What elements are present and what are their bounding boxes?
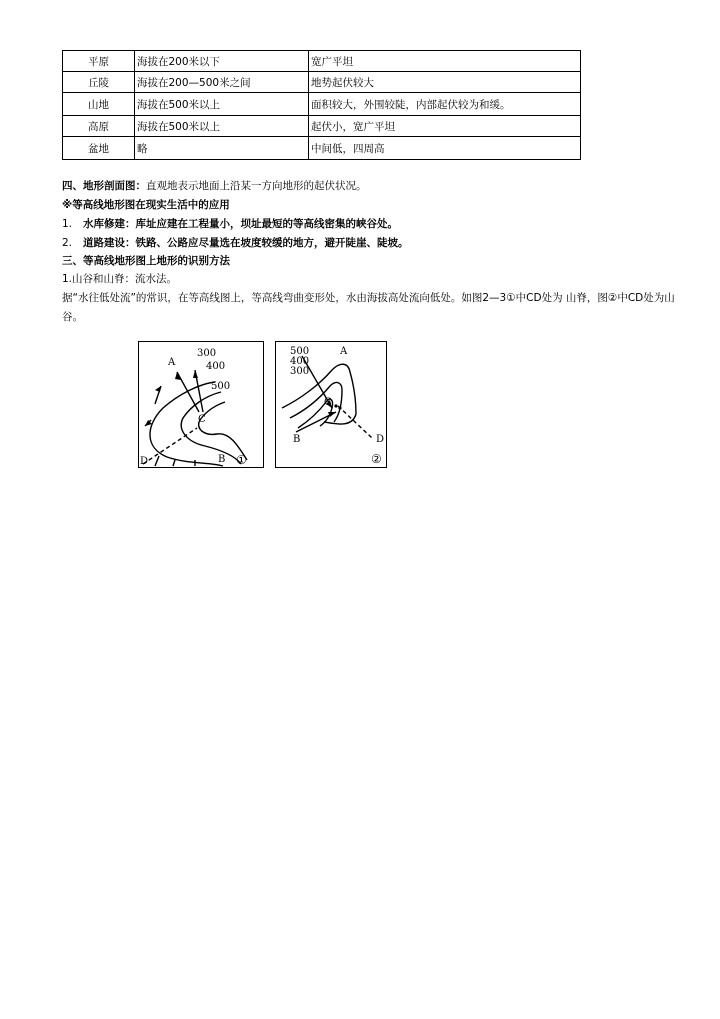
figure-number: ① [236,453,247,467]
terrain-feature: 宽广平坦 [309,51,581,72]
section4-text: 直观地表示地面上沿某一方向地形的起伏状况。 [146,180,367,192]
section3-subheading: 1.山谷和山脊：流水法。 [62,273,178,285]
contour-label: 500 [211,381,231,392]
terrain-name: 平原 [63,51,135,72]
terrain-feature: 起伏小，宽广平坦 [309,116,581,137]
ridge-contour-drawing [139,342,263,467]
contour-label: 400 [290,356,310,367]
section3-paragraph: 据“水往低处流”的常识，在等高线图上，等高线弯曲变形处，水由海拔高处流向低处。如图2—3①中CD处为 山脊，图②中CD处为山谷。 [62,292,675,323]
item-label: 水库修建： [83,218,136,230]
application-item [62,235,409,250]
point-marker [334,404,337,407]
point-label-c: C [324,397,332,408]
item-label: 道路建设： [83,237,136,249]
figure-valley-contour-map [275,341,387,468]
applications-heading: ※等高线地形图在现实生活中的应用 [62,199,230,211]
terrain-feature: 中间低，四周高 [309,137,581,160]
terrain-elevation: 海拔在200—500米之间 [135,72,309,93]
valley-cd-dash-line [338,406,372,438]
contour-label: 300 [197,348,217,359]
table-row [63,72,581,93]
table-row [63,51,581,72]
contour-label: 500 [290,346,310,357]
point-label-a: A [340,346,348,357]
terrain-feature: 地势起伏较大 [309,72,581,93]
point-label-a: A [168,357,176,368]
item-text: 库址应建在工程量小，坝址最短的等高线密集的峡谷处。 [135,218,398,230]
terrain-name: 盆地 [63,137,135,160]
contour-label: 400 [206,361,226,372]
table-row [63,116,581,137]
terrain-elevation: 略 [135,137,309,160]
point-label-c: C [198,414,206,425]
item-number: 2. [62,237,73,249]
application-item [62,216,398,231]
item-text: 铁路、公路应尽量选在坡度较缓的地方，避开陡崖、陡坡。 [135,237,409,249]
section4-heading: 四、地形剖面图： [62,180,146,192]
terrain-name: 高原 [63,116,135,137]
flow-arrow-line [173,460,175,466]
point-label-b: B [293,434,301,445]
table-row [63,137,581,160]
section4-line [62,178,367,193]
item-number: 1. [62,218,73,230]
table-row [63,93,581,116]
terrain-name: 山地 [63,93,135,116]
figure-number: ② [371,452,382,466]
terrain-elevation: 海拔在500米以上 [135,116,309,137]
terrain-feature: 面积较大，外围较陡，内部起伏较为和缓。 [309,93,581,116]
point-label-b: B [218,454,226,465]
figure-ridge-contour-map [138,341,264,468]
contour-line-400 [181,392,241,464]
terrain-name: 丘陵 [63,72,135,93]
section3-heading: 三、等高线地形图上地形的识别方法 [62,255,230,267]
contour-line-400 [290,383,342,422]
arrowhead [155,386,161,392]
terrain-elevation: 海拔在500米以上 [135,93,309,116]
terrain-type-table [62,50,581,160]
flow-arrow-line [155,456,159,466]
point-marker [338,406,341,409]
point-label-d: D [376,434,385,445]
terrain-elevation: 海拔在200米以下 [135,51,309,72]
point-label-d: D [140,456,149,467]
contour-label: 300 [290,366,310,377]
